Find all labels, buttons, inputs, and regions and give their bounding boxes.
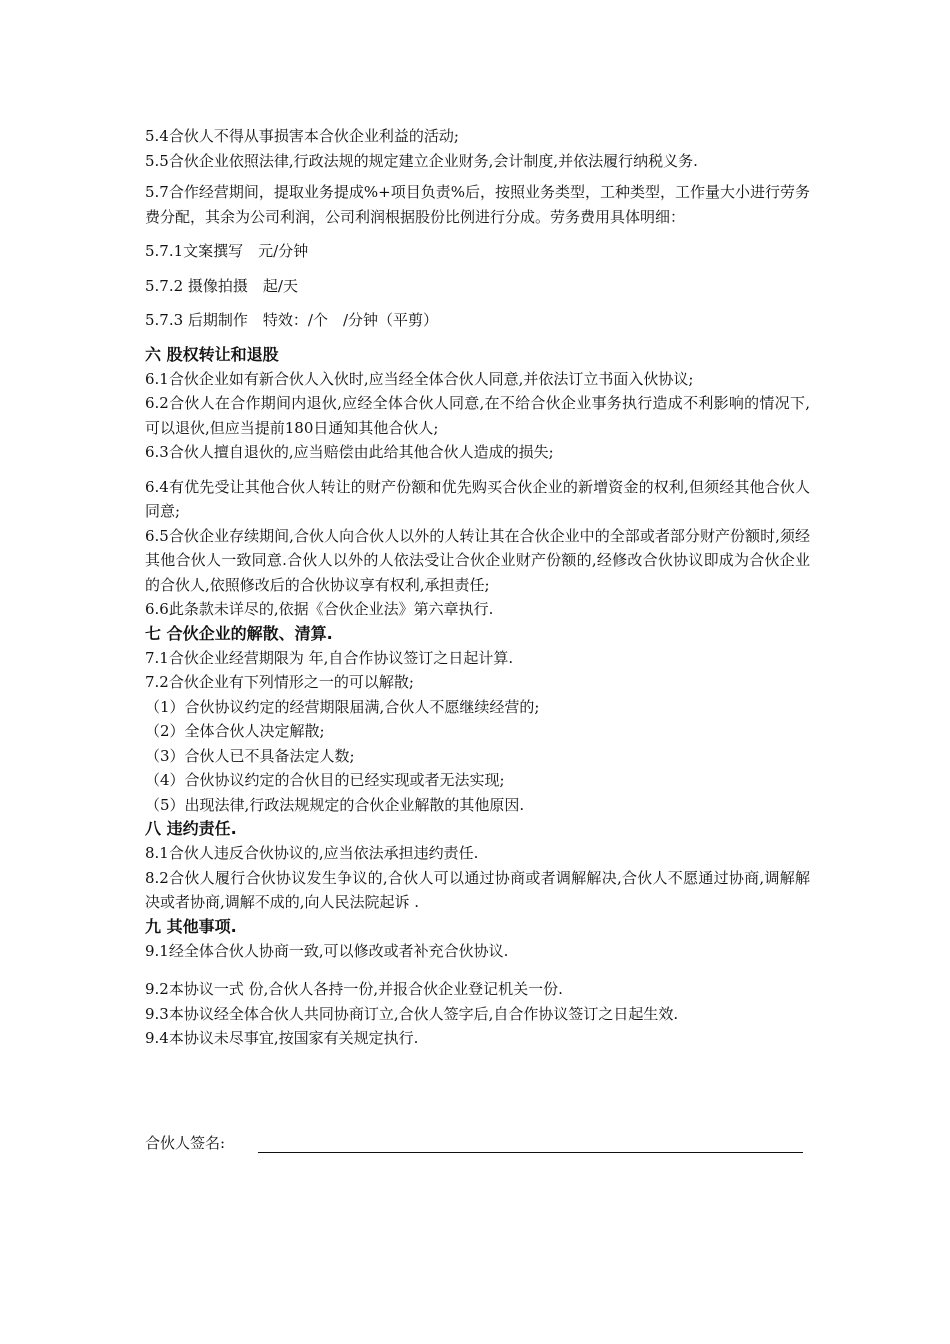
signature-label: 合伙人签名: bbox=[145, 1134, 226, 1152]
clause-6-1: 6.1合伙企业如有新合伙人入伙时,应当经全体合伙人同意,并依法订立书面入伙协议; bbox=[145, 369, 694, 388]
clause-6-3: 6.3合伙人擅自退伙的,应当赔偿由此给其他合伙人造成的损失; bbox=[145, 443, 554, 461]
section-6-heading: 六 股权转让和退股 bbox=[145, 344, 279, 364]
list-item-1: （1）合伙协议约定的经营期限届满,合伙人不愿继续经营的; bbox=[145, 697, 540, 716]
signature-line[interactable] bbox=[258, 1152, 803, 1153]
clause-9-4: 9.4本协议未尽事宜,按国家有关规定执行. bbox=[145, 1029, 419, 1047]
clause-8-1: 8.1合伙人违反合伙协议的,应当依法承担违约责任. bbox=[145, 844, 479, 862]
section-9-heading: 九 其他事项. bbox=[145, 916, 237, 936]
clause-5-7-2: 5.7.2 摄像拍摄 起/天 bbox=[145, 276, 298, 295]
list-item-4: （4）合伙协议约定的合伙目的已经实现或者无法实现; bbox=[145, 771, 505, 789]
clause-6-5: 6.5合伙企业存续期间,合伙人向合伙人以外的人转让其在合伙企业中的全部或者部分财产份额时,须经其他合伙人一致同意.合伙人以外的人依法受让合伙企业财产份额的,经修改合伙协议即成为合伙企业的合伙人,依照修改后的合伙协议享有权利,承担责任; bbox=[145, 526, 810, 594]
clause-9-1: 9.1经全体合伙人协商一致,可以修改或者补充合伙协议. bbox=[145, 941, 509, 960]
clause-5-5: 5.5合伙企业依照法律,行政法规的规定建立企业财务,会计制度,并依法履行纳税义务. bbox=[145, 151, 698, 170]
section-7-heading: 七 合伙企业的解散、清算. bbox=[145, 623, 333, 643]
clause-7-2: 7.2合伙企业有下列情形之一的可以解散; bbox=[145, 673, 414, 691]
list-item-3: （3）合伙人已不具备法定人数; bbox=[145, 746, 355, 765]
list-item-5: （5）出现法律,行政法规规定的合伙企业解散的其他原因. bbox=[145, 795, 525, 814]
clause-7-1: 7.1合伙企业经营期限为 年,自合作协议签订之日起计算. bbox=[145, 648, 514, 667]
clause-5-7: 5.7合作经营期间，提取业务提成%+项目负责%后，按照业务类型，工种类型，工作量大小进行劳务费分配，其余为公司利润，公司利润根据股份比例进行分成。劳务费用具体明细： bbox=[145, 183, 810, 226]
document-body bbox=[145, 124, 810, 1051]
signature-block bbox=[145, 1130, 810, 1156]
clause-5-4: 5.4合伙人不得从事损害本合伙企业利益的活动; bbox=[145, 127, 459, 145]
clause-6-4: 6.4有优先受让其他合伙人转让的财产份额和优先购买合伙企业的新增资金的权利,但须经其他合伙人同意; bbox=[145, 477, 810, 520]
clause-5-7-3: 5.7.3 后期制作 特效：/个 /分钟（平剪） bbox=[145, 311, 439, 329]
list-item-2: （2）全体合伙人决定解散; bbox=[145, 722, 325, 740]
clause-9-3: 9.3本协议经全体合伙人共同协商订立,合伙人签字后,自合作协议签订之日起生效. bbox=[145, 1004, 679, 1023]
section-8-heading: 八 违约责任. bbox=[145, 819, 237, 838]
clause-8-2: 8.2合伙人履行合伙协议发生争议的,合伙人可以通过协商或者调解解决,合伙人不愿通过协商,调解解决或者协商,调解不成的,向人民法院起诉 . bbox=[145, 868, 810, 911]
clause-6-6: 6.6此条款未详尽的,依据《合伙企业法》第六章执行. bbox=[145, 600, 494, 618]
clause-9-2: 9.2本协议一式 份,合伙人各持一份,并报合伙企业登记机关一份. bbox=[145, 980, 563, 998]
clause-6-2: 6.2合伙人在合作期间内退伙,应经全体合伙人同意,在不给合伙企业事务执行造成不利影响的情况下,可以退伙,但应当提前180日通知其他合伙人; bbox=[145, 394, 810, 437]
clause-5-7-1: 5.7.1文案撰写 元/分钟 bbox=[145, 242, 309, 260]
